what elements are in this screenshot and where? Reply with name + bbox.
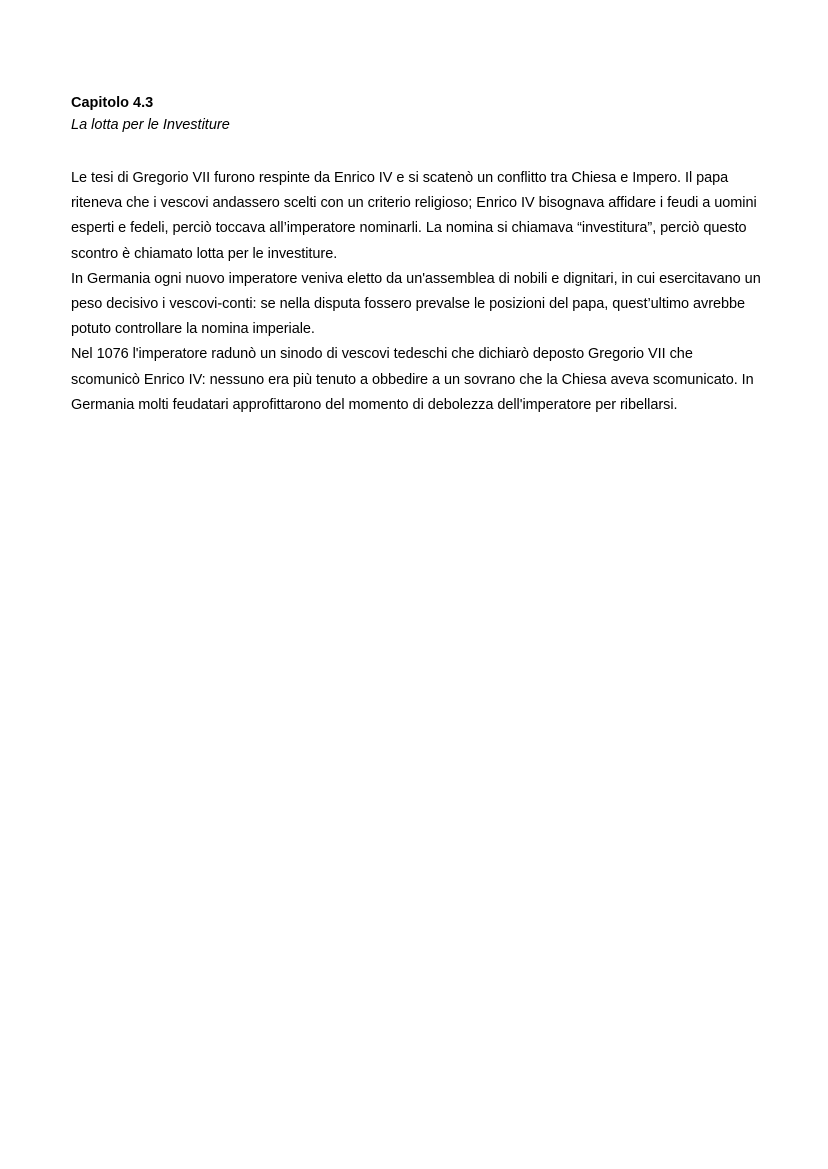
chapter-subtitle: La lotta per le Investiture — [71, 117, 230, 133]
document-content — [71, 92, 761, 418]
chapter-title: Capitolo 4.3 — [71, 95, 154, 111]
paragraph-3: Nel 1076 l'imperatore radunò un sinodo di vescovi tedeschi che dichiarò deposto Gregorio VII che scomunicò Enrico IV: nessuno era più tenuto a obbedire a un sovrano che la Chiesa aveva scomunicato. In Germania molti feudatari approfittarono del momento di debolezza dell'imperatore per ribellarsi. — [71, 346, 754, 413]
paragraph-1: Le tesi di Gregorio VII furono respinte da Enrico IV e si scatenò un conflitto tra Chiesa e Impero. Il papa riteneva che i vescovi andassero scelti con un criterio religioso; Enrico IV bisognava affidare i feudi a uomini esperti e fedeli, perciò toccava all’imperatore nominarli. La nomina si chiamava “investitura”, perciò questo scontro è chiamato lotta per le investiture. — [71, 170, 757, 262]
paragraph-2: In Germania ogni nuovo imperatore veniva eletto da un'assemblea di nobili e dignitari, in cui esercitavano un peso decisivo i vescovi-conti: se nella disputa fossero prevalse le posizioni del papa, quest’ultimo avrebbe potuto controllare la nomina imperiale. — [71, 270, 761, 338]
